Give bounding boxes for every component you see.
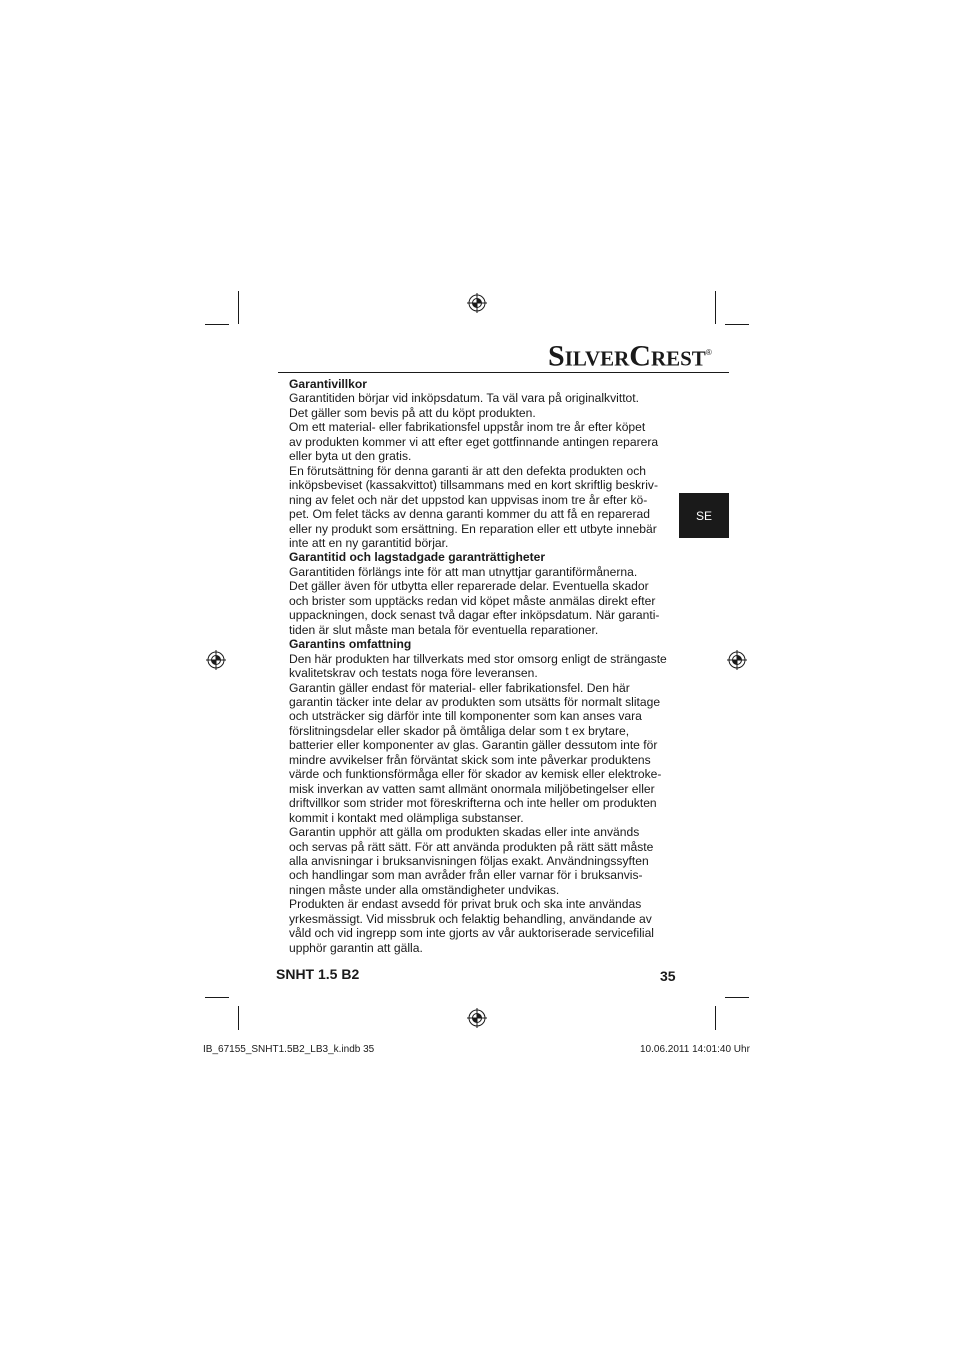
body-line: ningen måste under alla omständigheter undvikas. <box>289 882 560 897</box>
body-line: misk inverkan av vatten samt allmänt onormala miljöbetingelser eller <box>289 781 655 796</box>
crop-mark-bottom-left-vertical <box>238 1006 239 1030</box>
body-line: eller ny produkt som ersättning. En reparation eller ett utbyte innebär <box>289 521 657 536</box>
body-line: tiden är slut måste man betala för eventuella reparationer. <box>289 622 599 637</box>
crop-mark-top-left-vertical <box>238 291 239 324</box>
body-line: Garantin gäller endast för material- eller fabrikationsfel. Den här <box>289 680 630 695</box>
logo-text-rest: REST <box>650 346 706 371</box>
logo-text-ilver: ILVER <box>564 346 630 371</box>
body-line: kvalitetskrav och testats noga före leveransen. <box>289 666 538 681</box>
model-number: SNHT 1.5 B2 <box>276 966 360 982</box>
body-line: mindre avvikelser från förväntat skick som inte påverkar produktens <box>289 752 651 767</box>
body-line: En förutsättning för denna garanti är att den defekta produkten och <box>289 463 647 478</box>
registration-mark-right-icon <box>727 650 747 670</box>
body-line: upphör garantin att gälla. <box>289 940 423 955</box>
registration-mark-top-icon <box>467 293 487 313</box>
silvercrest-logo <box>548 337 712 374</box>
body-line: Garantitiden förlängs inte för att man utnyttjar garantiförmånerna. <box>289 564 638 579</box>
body-line: Produkten är endast avsedd för privat bruk och ska inte användas <box>289 897 642 912</box>
crop-mark-top-right-vertical <box>715 291 716 324</box>
body-line: Den här produkten har tillverkats med stor omsorg enligt de strängaste <box>289 651 667 666</box>
body-line: alla anvisningar i bruksanvisningen följas exakt. Användningssyften <box>289 853 649 868</box>
section-heading: Garantivillkor <box>289 377 367 391</box>
crop-mark-bottom-right-vertical <box>715 1006 716 1030</box>
body-line: Det gäller som bevis på att du köpt produkten. <box>289 405 536 420</box>
body-line: Garantin upphör att gälla om produkten skadas eller inte används <box>289 825 640 840</box>
body-line: eller byta ut den gratis. <box>289 449 412 464</box>
print-slug-datetime: 10.06.2011 14:01:40 Uhr <box>640 1044 750 1055</box>
crop-mark-top-right-horizontal <box>725 324 749 325</box>
logo-letter-c: C <box>629 339 651 373</box>
body-line: Garantitiden börjar vid inköpsdatum. Ta väl vara på originalkvittot. <box>289 391 640 406</box>
body-line: och servas på rätt sätt. För att använda produkten på rätt sätt måste <box>289 839 654 854</box>
body-line: kommit i kontakt med olämpliga substanser. <box>289 810 524 825</box>
body-line: värde och funktionsförmåga eller för skador av kemisk eller elektroke- <box>289 767 662 782</box>
body-line: och utsträcker sig därför inte till komponenter som kan anses vara <box>289 709 642 724</box>
print-slug-file: IB_67155_SNHT1.5B2_LB3_k.indb 35 <box>203 1044 375 1055</box>
registration-mark-bottom-icon <box>467 1008 487 1028</box>
body-line: inte att en ny garantitid börjar. <box>289 535 449 550</box>
crop-mark-bottom-right-horizontal <box>725 997 749 998</box>
language-tab-label: SE <box>695 508 712 523</box>
body-line: av produkten kommer vi att efter eget gottfinnande antingen reparera <box>289 434 659 449</box>
body-line: Det gäller även för utbytta eller reparerade delar. Eventuella skador <box>289 579 649 594</box>
body-line: förslitningsdelar eller skador på ömtåliga delar som t ex brytare, <box>289 723 630 738</box>
crop-mark-bottom-left-horizontal <box>205 997 229 998</box>
body-line: garantin täcker inte delar av produkten som utsätts för normalt slitage <box>289 694 661 709</box>
registered-mark: ® <box>705 348 712 357</box>
logo-letter-s: S <box>548 339 565 373</box>
warranty-text <box>289 377 689 955</box>
body-line: våld och vid ingrepp som inte gjorts av vår auktoriserade servicefilial <box>289 926 654 941</box>
body-line: uppackningen, dock senast två dagar efter inköpsdatum. När garanti- <box>289 608 660 623</box>
body-line: yrkesmässigt. Vid missbruk och felaktig behandling, användande av <box>289 911 652 926</box>
body-line: driftvillkor som strider mot föreskrifterna och inte heller om produkten <box>289 796 657 811</box>
section-heading: Garantins omfattning <box>289 637 412 652</box>
language-tab <box>679 493 729 538</box>
header-rule <box>278 372 729 373</box>
body-line: ning av felet och när det uppstod kan uppvisas inom tre år efter kö- <box>289 492 648 507</box>
section-heading: Garantitid och lagstadgade garanträttigheter <box>289 550 546 565</box>
body-line: Om ett material- eller fabrikationsfel uppstår inom tre år efter köpet <box>289 420 646 435</box>
crop-mark-top-left-horizontal <box>205 324 229 325</box>
body-line: och brister som upptäcks redan vid köpet måste anmälas direkt efter <box>289 593 656 608</box>
body-line: batterier eller komponenter av glas. Garantin gäller dessutom inte för <box>289 738 658 753</box>
body-line: inköpsbeviset (kassakvittot) tillsammans med en kort skriftlig beskriv- <box>289 478 658 493</box>
registration-mark-left-icon <box>206 650 226 670</box>
body-line: pet. Om felet täcks av denna garanti kommer du att få en reparerad <box>289 507 650 522</box>
page-number: 35 <box>660 968 676 984</box>
body-line: och handlingar som man avråder från eller varnar för i bruksanvis- <box>289 868 643 883</box>
